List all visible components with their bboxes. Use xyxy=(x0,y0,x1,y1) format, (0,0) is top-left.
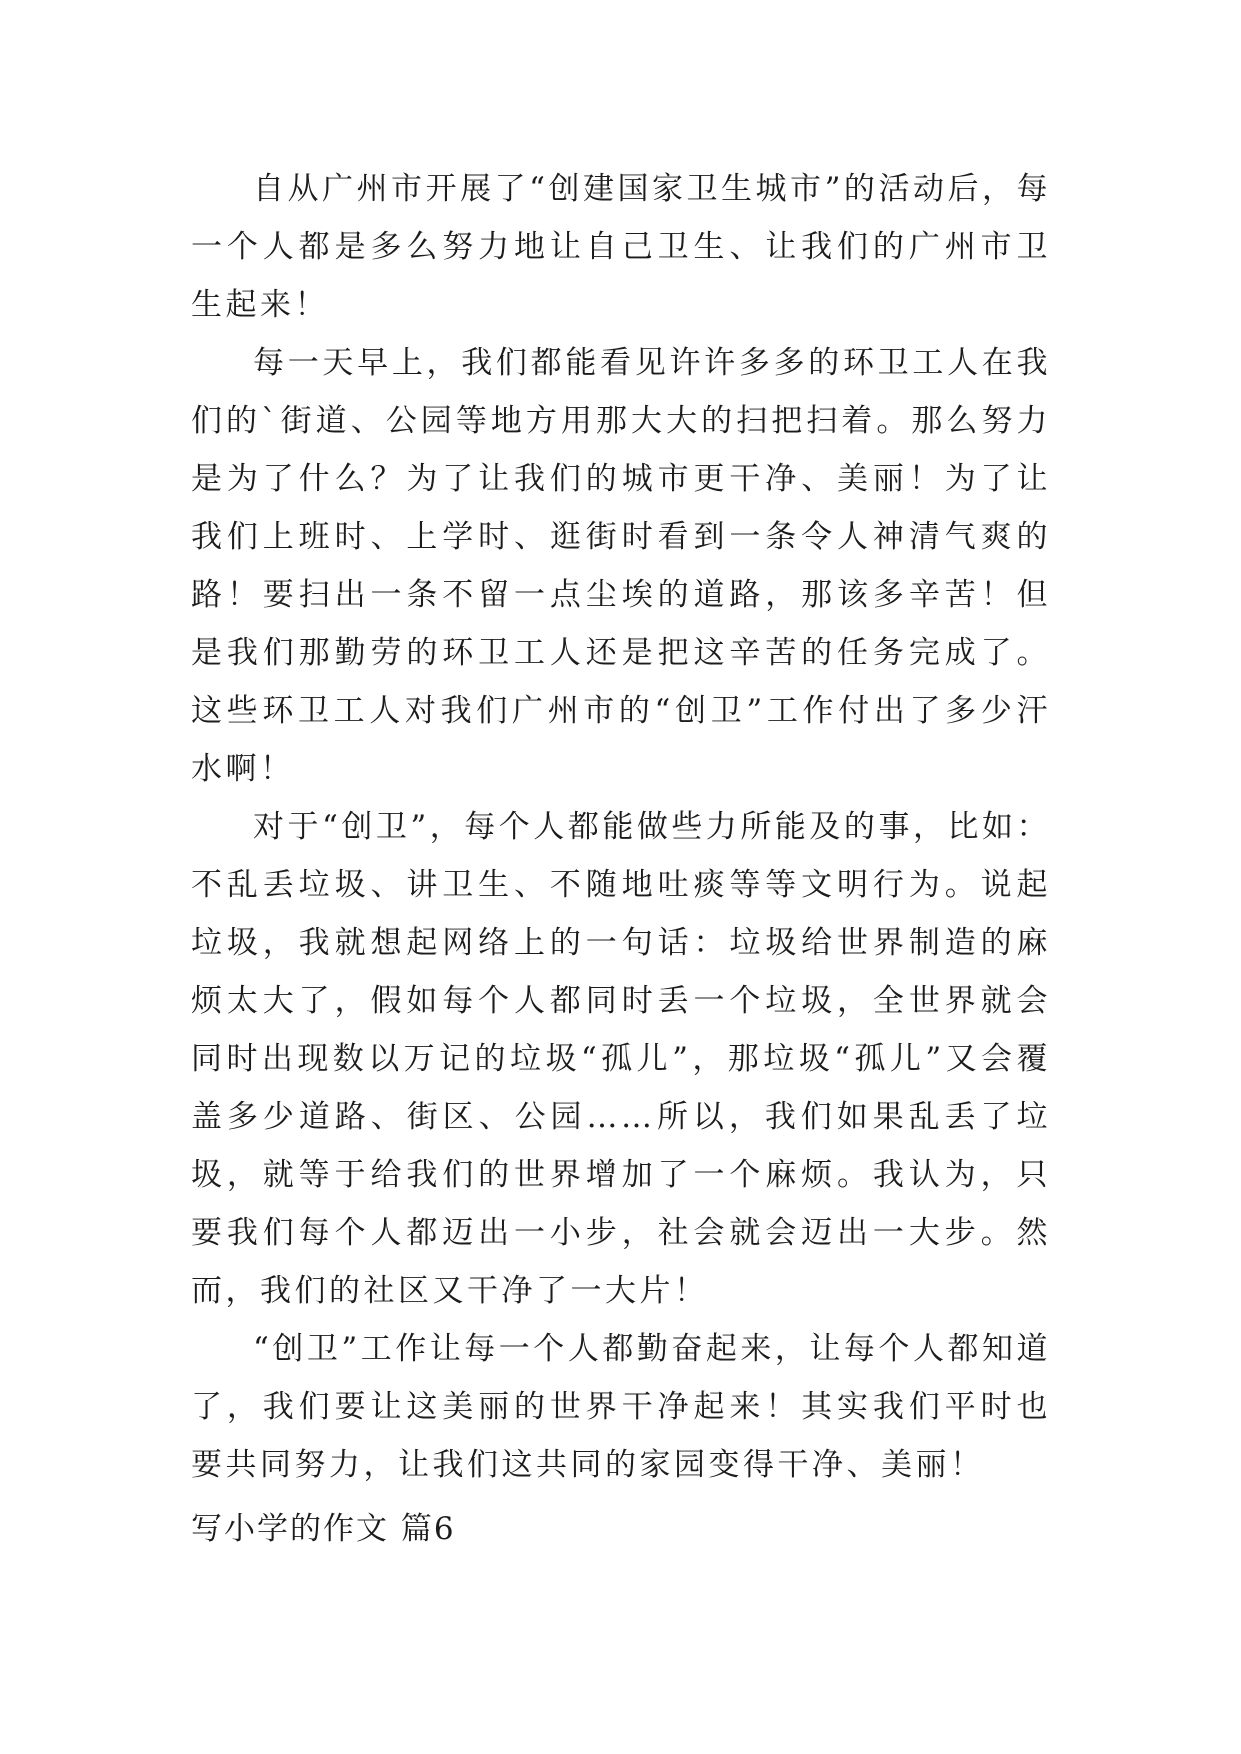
essay-body xyxy=(191,160,1051,1494)
section-title: 写小学的作文 篇6 xyxy=(191,1511,456,1547)
paragraph-3: 对于“创卫”，每个人都能做些力所能及的事，比如：不乱丢垃圾、讲卫生、不随地吐痰等等文明行为。说起垃圾，我就想起网络上的一句话：垃圾给世界制造的麻烦太大了，假如每个人都同时丢一个垃圾，全世界就会同时出现数以万记的垃圾“孤儿”，那垃圾“孤儿”又会覆盖多少道路、街区、公园……所以，我们如果乱丢了垃圾，就等于给我们的世界增加了一个麻烦。我认为，只要我们每个人都迈出一小步，社会就会迈出一大步。然而，我们的社区又干净了一大片！ xyxy=(191,809,1051,1309)
paragraph-4: “创卫”工作让每一个人都勤奋起来，让每个人都知道了，我们要让这美丽的世界干净起来！其实我们平时也要共同努力，让我们这共同的家园变得干净、美丽！ xyxy=(191,1331,1051,1483)
paragraph-1: 自从广州市开展了“创建国家卫生城市”的活动后，每一个人都是多么努力地让自己卫生、让我们的广州市卫生起来！ xyxy=(191,171,1051,323)
paragraph-2: 每一天早上，我们都能看见许许多多的环卫工人在我们的`街道、公园等地方用那大大的扫把扫着。那么努力是为了什么？为了让我们的城市更干净、美丽！为了让我们上班时、上学时、逛街时看到一条令人神清气爽的路！要扫出一条不留一点尘埃的道路，那该多辛苦！但是我们那勤劳的环卫工人还是把这辛苦的任务完成了。这些环卫工人对我们广州市的“创卫”工作付出了多少汗水啊！ xyxy=(191,345,1051,787)
